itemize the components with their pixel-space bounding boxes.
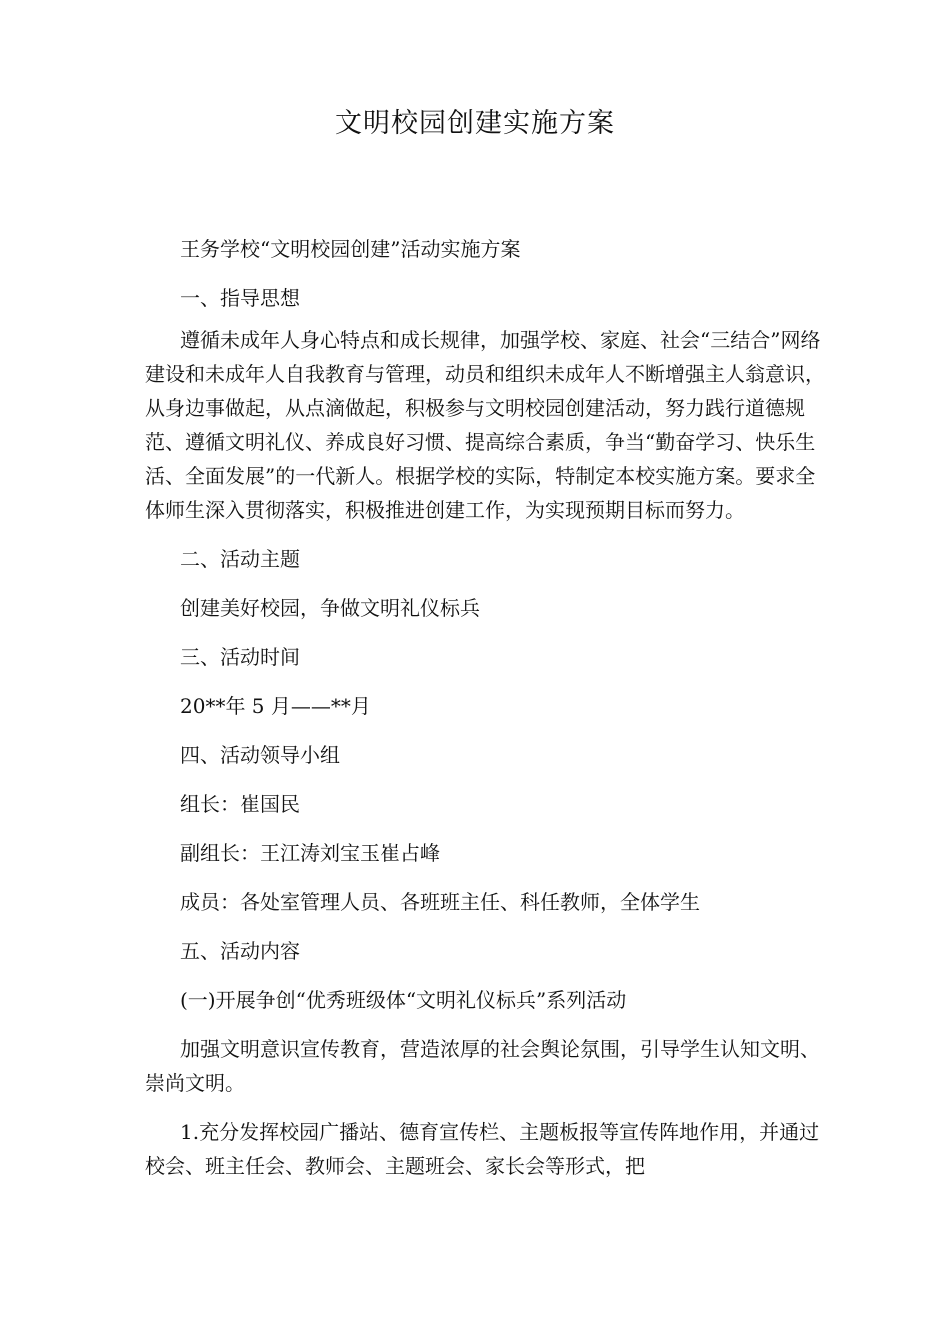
subsection-heading-one: (一)开展争创“优秀班级体“文明礼仪标兵”系列活动 (180, 988, 627, 1012)
paragraph-item-one: 1.充分发挥校园广播站、德育宣传栏、主题板报等宣传阵地作用，并通过校会、班主任会、教师会、主题班会、家长会等形式，把 (145, 1120, 820, 1178)
paragraph-members: 成员：各处室管理人员、各班班主任、科任教师，全体学生 (180, 890, 700, 914)
paragraph-activity-time: 20**年 5 月——**月 (180, 694, 371, 718)
subtitle-paragraph: 王务学校“文明校园创建”活动实施方案 (180, 237, 521, 261)
paragraph-guiding-ideology: 遵循未成年人身心特点和成长规律，加强学校、家庭、社会“三结合”网络建设和未成年人自我教育与管理，动员和组织未成年人不断增强主人翁意识，从身边事做起，从点滴做起，积极参与文明校园创建活动，努力践行道德规范、遵循文明礼仪、养成良好习惯、提高综合素质，争当“勤奋学习、快乐生活、全面发展”的一代新人。根据学校的实际，特制定本校实施方案。要求全体师生深入贯彻落实，积极推进创建工作，为实现预期目标而努力。 (145, 328, 825, 522)
document-body (145, 232, 835, 1198)
section-heading-activity-theme: 二、活动主题 (180, 547, 300, 571)
paragraph-activity-theme: 创建美好校园，争做文明礼仪标兵 (180, 596, 480, 620)
paragraph-deputy-leaders: 副组长：王江涛刘宝玉崔占峰 (180, 841, 440, 865)
paragraph-group-leader: 组长：崔国民 (180, 792, 300, 816)
section-heading-guiding-ideology: 一、指导思想 (180, 286, 300, 310)
section-heading-activity-content: 五、活动内容 (180, 939, 300, 963)
paragraph-awareness: 加强文明意识宣传教育，营造浓厚的社会舆论氛围，引导学生认知文明、崇尚文明。 (145, 1037, 820, 1095)
section-heading-activity-time: 三、活动时间 (180, 645, 300, 669)
document-title: 文明校园创建实施方案 (335, 108, 615, 139)
section-heading-leadership-group: 四、活动领导小组 (180, 743, 340, 767)
